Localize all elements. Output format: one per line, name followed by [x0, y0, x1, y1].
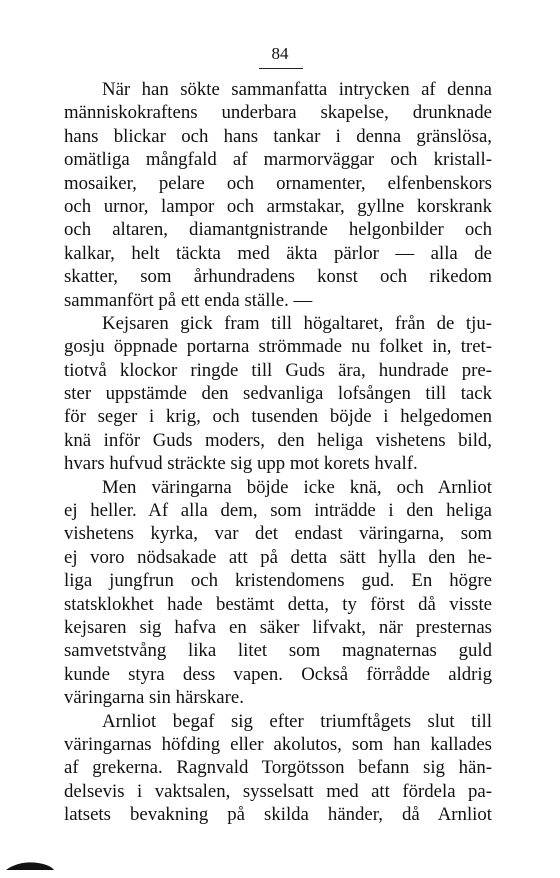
text-line: sammanfört på ett enda ställe. — — [64, 289, 313, 311]
text-line: väringarnas höfding eller akolutos, som han kallades — [64, 733, 492, 755]
text-line: hans blickar och hans tankar i denna gränslösa, — [64, 125, 492, 147]
text-line: kalkar, helt täckta med äkta pärlor — alla de — [64, 242, 492, 264]
text-line: väringarna sin härskare. — [64, 687, 244, 709]
text-line: omätliga mångfald af marmorväggar och kristall- — [64, 149, 492, 171]
text-line: tiotvå klockor ringde till Guds ära, hundrade pre- — [64, 359, 492, 381]
text-line: skatter, som århundradens konst och rikedom — [64, 266, 492, 288]
text-line: ster uppstämde den sedvanliga lofsången till tack — [64, 383, 492, 405]
text-line: Arnliot begaf sig efter triumftågets slut till — [102, 710, 492, 732]
text-line: När han sökte sammanfatta intrycken af denna — [102, 79, 492, 100]
text-line: hvars hufvud sträckte sig upp mot korets hvalf. — [64, 453, 418, 475]
text-line: och urnor, lampor och armstakar, gyllne korskrank — [64, 195, 492, 217]
text-line: delsevis i vaktsalen, sysselsatt med att fördela pa- — [64, 780, 492, 802]
text-line: och altaren, diamantgnistrande helgonbilder och — [64, 219, 492, 241]
text-line: människokraftens underbara skapelse, drunknade — [64, 102, 492, 124]
text-line: ej heller. Af alla dem, som inträdde i den heliga — [64, 500, 492, 522]
text-line: statsklokhet hade bestämt detta, ty först då visste — [64, 593, 492, 615]
text-line: Kejsaren gick fram till högaltaret, från de tju- — [102, 312, 492, 334]
ink-smudge — [4, 856, 56, 872]
body-text — [64, 78, 492, 827]
text-line: mosaiker, pelare och ornamenter, elfenbenskors — [64, 172, 492, 194]
text-line: liga jungfrun och kristendomens gud. En högre — [64, 570, 492, 592]
text-line: ej voro nödsakade att på detta sätt hylla den he- — [64, 546, 492, 568]
text-line: för seger i krig, och tusenden böjde i helgedomen — [64, 406, 492, 428]
text-line: Men väringarna böjde icke knä, och Arnliot — [102, 476, 492, 498]
text-line: kunde styra dess vapen. Också förrådde aldrig — [64, 663, 492, 685]
text-line: af grekerna. Ragnvald Torgötsson befann sig hän- — [64, 757, 492, 779]
text-line: samvetstvång lika litet som magnaternas guld — [64, 640, 492, 662]
text-line: knä inför Guds moders, den heliga vishetens bild, — [64, 429, 492, 451]
page-number: 84 — [271, 44, 289, 63]
text-line: latsets bevakning på skilda händer, då Arnliot — [64, 804, 492, 826]
text-line: vishetens kyrka, var det endast väringarna, som — [64, 523, 492, 545]
text-line: gosju öppnade portarna strömmade nu folket in, tret- — [64, 336, 492, 358]
text-line: kejsaren sig hafva en säker lifvakt, när presternas — [64, 616, 492, 638]
page-number-underline — [259, 68, 303, 69]
